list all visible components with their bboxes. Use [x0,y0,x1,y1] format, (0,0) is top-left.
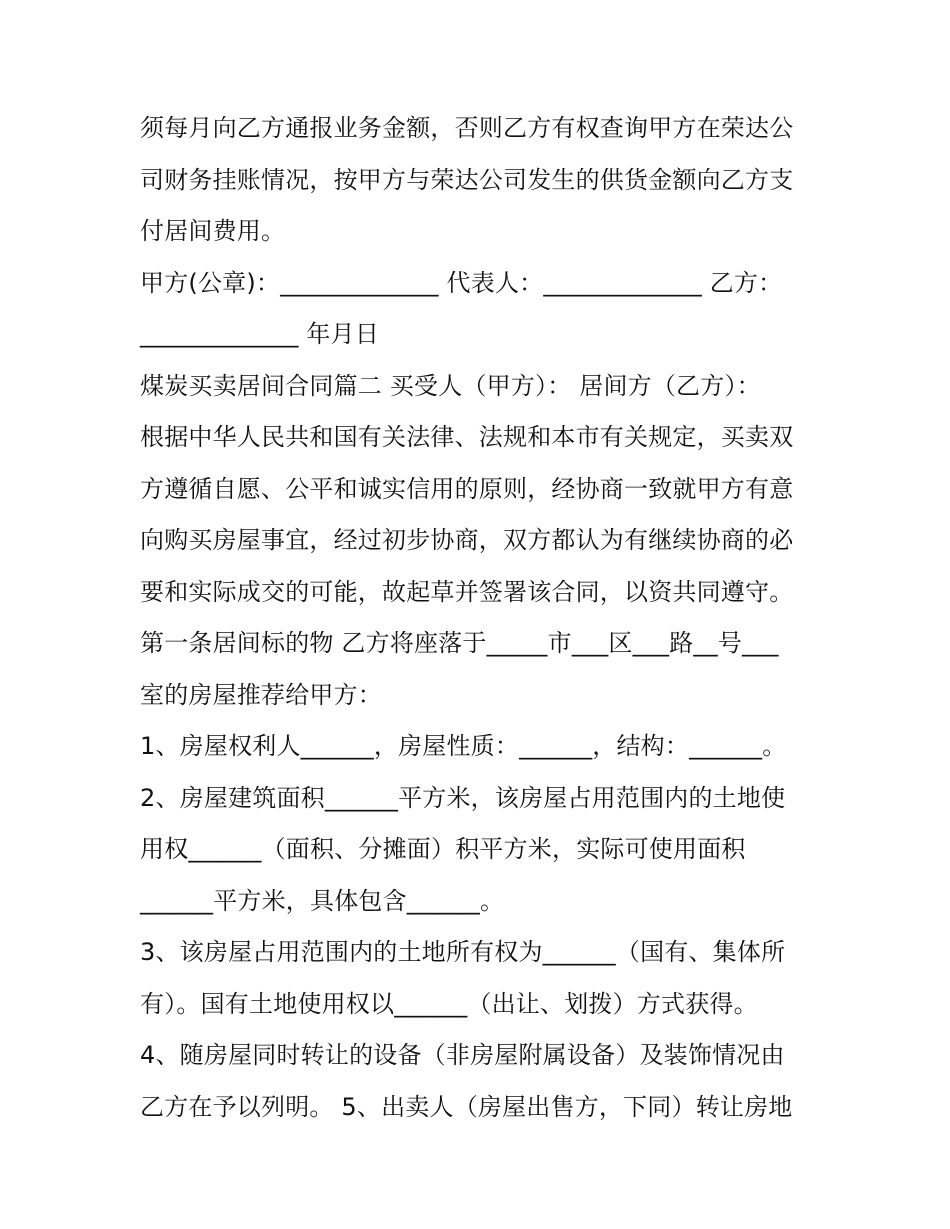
date-line: _____________ 年月日 [140,320,380,348]
paragraph-line: 向购买房屋事宜，经过初步协商，双方都认为有继续协商的必 [140,526,794,554]
clause-line: 4、随房屋同时转让的设备（非房屋附属设备）及装饰情况由 [140,1041,785,1069]
paragraph-line: 根据中华人民共和国有关法律、法规和本市有关规定，买卖双 [140,423,794,451]
paragraph-line: 司财务挂账情况，按甲方与荣达公司发生的供货金额向乙方支 [140,166,794,194]
clause-line: 2、房屋建筑面积______平方米，该房屋占用范围内的土地使 [140,784,786,812]
paragraph-line: 用权______（面积、分摊面）积平方米，实际可使用面积 [140,835,746,863]
paragraph-line: 有）。国有土地使用权以______（出让、划拨）方式获得。 [140,990,758,1018]
paragraph-line: 付居间费用。 [140,217,286,245]
contract-heading-line: 煤炭买卖居间合同篇二 买受人（甲方）： 居间方（乙方）： [140,372,761,400]
paragraph-line: 要和实际成交的可能，故起草并签署该合同，以资共同遵守。 [140,578,794,606]
paragraph-line: 须每月向乙方通报业务金额，否则乙方有权查询甲方在荣达公 [140,114,794,142]
clause-line: 3、该房屋占用范围内的土地所有权为______（国有、集体所 [140,938,786,966]
paragraph-line: 室的房屋推荐给甲方： [140,681,382,709]
signature-line: 甲方(公章)：_____________ 代表人：_____________ 乙方： [140,269,783,297]
clause-line: 1、房屋权利人______，房屋性质：______，结构：______。 [140,732,787,760]
paragraph-line: 乙方在予以列明。 5、出卖人（房屋出售方，下同）转让房地 [140,1093,793,1121]
article-line: 第一条居间标的物 乙方将座落于_____市___区___路__号___ [140,629,779,657]
paragraph-line: 方遵循自愿、公平和诚实信用的原则，经协商一致就甲方有意 [140,475,794,503]
paragraph-line: ______平方米，具体包含______。 [140,887,505,915]
